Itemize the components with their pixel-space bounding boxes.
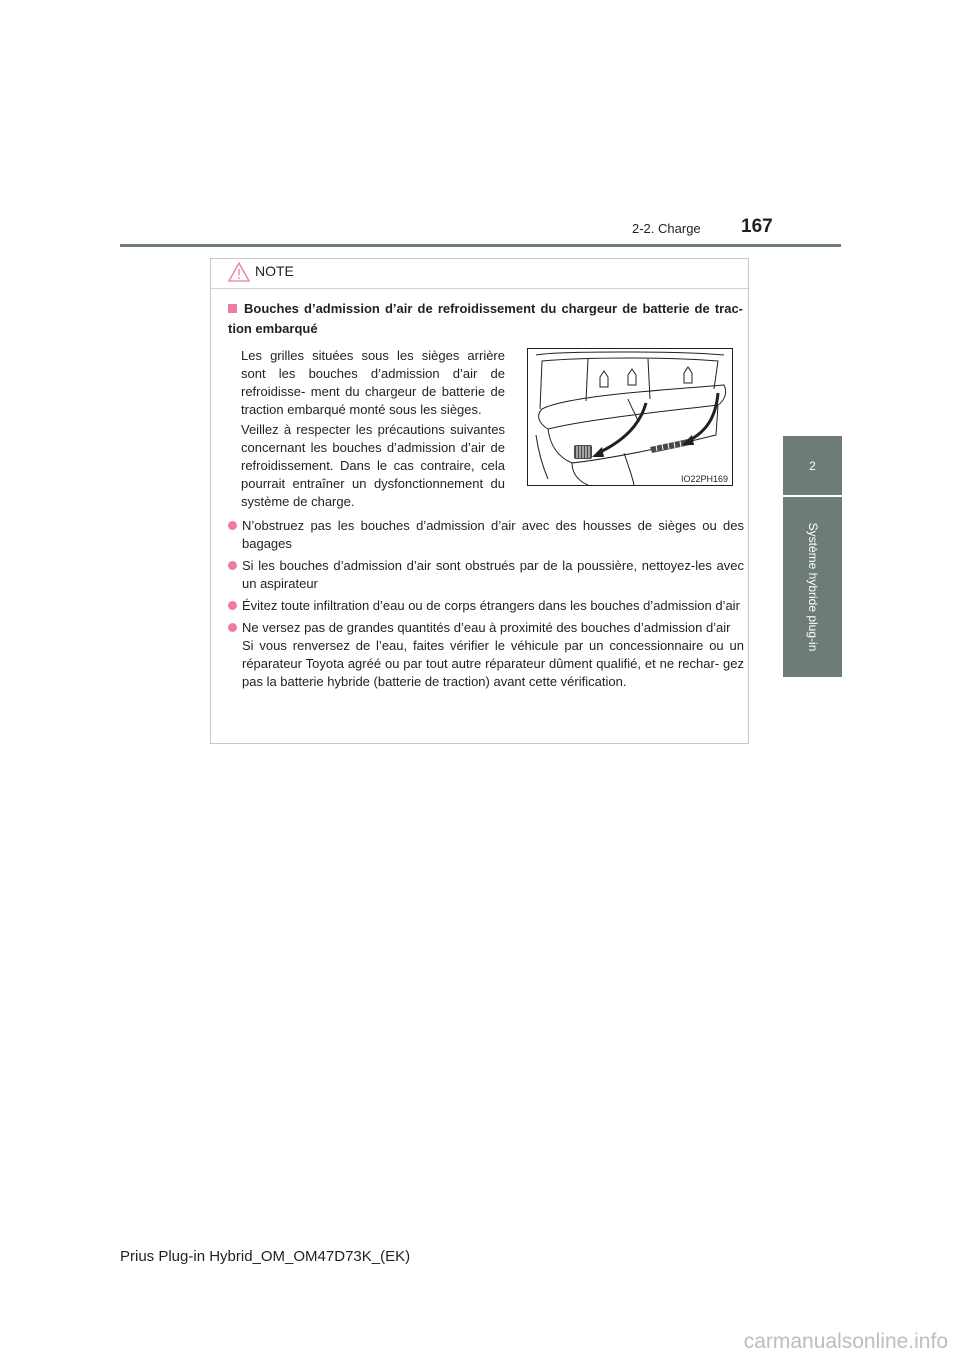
warning-icon [227, 261, 251, 283]
precaution-list [228, 517, 744, 695]
note-title: NOTE [255, 263, 294, 279]
paragraph-warning: Veillez à respecter les précautions suivantes concernant les bouches d’admission d’air de refroidissement. Dans le cas contraire, cela pourrait entraîner un dysfonctionnement du système de charge. [241, 422, 505, 509]
list-item-text: Si les bouches d’admission d’air sont obstrués par de la poussière, nettoyez-les avec un aspirateur [242, 558, 744, 591]
list-item-extra-text: Si vous renversez de l’eau, faites vérifier le véhicule par un concessionnaire ou un réparateur Toyota agréé ou par tout autre réparateur dûment qualifié, et ne rechar- gez pas la batterie hybride (batterie de traction) avant cette vérification. [242, 638, 744, 689]
list-item [228, 557, 744, 593]
list-item-text: Évitez toute infiltration d’eau ou de corps étrangers dans les bouches d’admission d’air [242, 598, 740, 613]
watermark: carmanualsonline.info [743, 1330, 948, 1353]
note-box [210, 258, 749, 744]
note-heading [228, 299, 743, 339]
chapter-title: Système hybride plug-in [805, 522, 820, 652]
list-item-text: Ne versez pas de grandes quantités d’eau à proximité des bouches d’admission d’air [242, 620, 731, 635]
note-header [211, 259, 748, 289]
square-bullet-icon [228, 304, 237, 313]
round-bullet-icon [228, 521, 237, 530]
note-heading-text: Bouches d’admission d’air de refroidissement du chargeur de batterie de trac- tion embarqué [228, 301, 743, 336]
chapter-number: 2 [809, 458, 816, 473]
chapter-band [783, 497, 842, 677]
rear-seat-vents-illustration [528, 349, 734, 487]
list-item-text: N’obstruez pas les bouches d’admission d’air avec des housses de sièges ou des bagages [242, 518, 744, 551]
footer-manual-id: Prius Plug-in Hybrid_OM_OM47D73K_(EK) [120, 1248, 411, 1265]
section-label: 2-2. Charge [632, 221, 701, 236]
round-bullet-icon [228, 561, 237, 570]
rear-seat-figure [527, 348, 733, 486]
round-bullet-icon [228, 623, 237, 632]
list-item [228, 517, 744, 553]
page-number: 167 [741, 216, 773, 237]
paragraph-intro: Les grilles situées sous les sièges arrière sont les bouches d’admission d’air de refroidisse- ment du chargeur de batterie de traction embarqué monté sous les sièges. [241, 348, 505, 417]
figure-code: IO22PH169 [680, 474, 728, 484]
list-item [228, 597, 744, 615]
chapter-tab [783, 436, 842, 495]
round-bullet-icon [228, 601, 237, 610]
header-rule [120, 244, 841, 247]
list-item [228, 619, 744, 691]
